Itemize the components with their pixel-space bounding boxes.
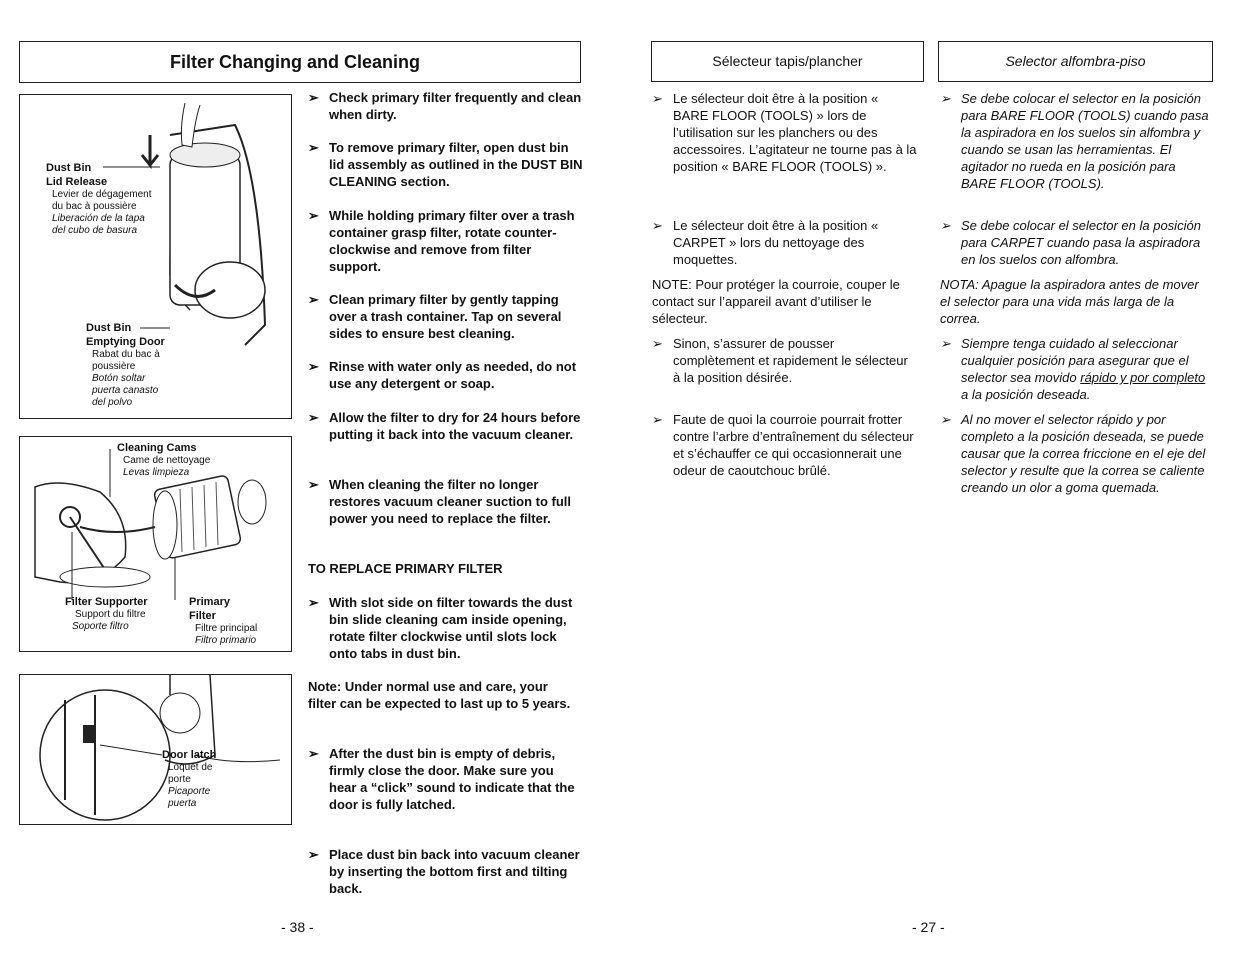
arrow-bullet-icon: ➢	[308, 847, 319, 862]
door-latch-illustration	[20, 675, 291, 824]
instruction-item: ➢ When cleaning the filter no longer restores vacuum cleaner suction to full power you need to replace the filter.	[308, 477, 572, 526]
arrow-bullet-icon: ➢	[652, 336, 663, 351]
arrow-bullet-icon: ➢	[308, 140, 319, 155]
spanish-item: ➢ Se debe colocar el selector en la posición para BARE FLOOR (TOOLS) cuando pasa la aspiradora en los suelos sin alfombra y cuando se usan las herramientas. El agitador no rueda en la posición para BARE FLOOR (TOOLS).	[940, 91, 1209, 191]
spanish-header-box	[938, 41, 1213, 82]
instruction-item: ➢ While holding primary filter over a trash container grasp filter, rotate counter-clockwise and remove from filter support.	[308, 208, 575, 274]
page-title: Filter Changing and Cleaning	[170, 52, 421, 72]
instruction-item: ➢ To remove primary filter, open dust bin lid assembly as outlined in the DUST BIN CLEANING section.	[308, 140, 583, 189]
arrow-bullet-icon: ➢	[652, 91, 663, 106]
spanish-item: ➢ Al no mover el selector rápido y por completo a la posición deseada, se puede causar que la correa friccione en el eje del selector y resulte que la correa se caliente creando un olor a goma quemada.	[940, 412, 1206, 495]
arrow-bullet-icon: ➢	[652, 412, 663, 427]
figure-dust-bin-lid	[19, 94, 292, 419]
instruction-item: ➢ Rinse with water only as needed, do not use any detergent or soap.	[308, 359, 577, 391]
arrow-bullet-icon: ➢	[308, 208, 319, 223]
instruction-item: ➢ Place dust bin back into vacuum cleaner by inserting the bottom first and tilting back.	[308, 847, 580, 896]
arrow-bullet-icon: ➢	[308, 292, 319, 307]
arrow-bullet-icon: ➢	[940, 218, 951, 233]
arrow-bullet-icon: ➢	[308, 746, 319, 761]
arrow-bullet-icon: ➢	[308, 90, 319, 105]
label-door-latch: Door latch Loquet de porte Picaporte puerta	[162, 749, 217, 809]
french-note: NOTE: Pour protéger la courroie, couper le contact sur l’appareil avant d’utiliser le sélecteur.	[652, 277, 900, 326]
instruction-item: ➢ After the dust bin is empty of debris, firmly close the door. Make sure you hear a “click” sound to indicate that the door is fully latched.	[308, 746, 575, 812]
french-item: ➢ Le sélecteur doit être à la position « BARE FLOOR (TOOLS) » lors de l’utilisation sur les planchers ou des accessoires. L’agitateur ne tourne pas à la position « BARE FLOOR (TOOLS) ».	[652, 91, 917, 174]
figure-primary-filter	[19, 436, 292, 652]
label-filter-supporter: Filter Supporter Support du filtre Soporte filtro	[65, 596, 148, 632]
label-dust-bin-emptying-door: Dust Bin Emptying Door Rabat du bac à poussière Botón soltar puerta canasto del polvo	[86, 322, 165, 408]
spanish-item: ➢ Siempre tenga cuidado al seleccionar cualquier posición para asegurar que el selector sea movido rápido y por completo a la posición deseada.	[940, 336, 1206, 402]
french-item: ➢ Le sélecteur doit être à la position « CARPET » lors du nettoyage des moquettes.	[652, 218, 879, 267]
arrow-bullet-icon: ➢	[308, 477, 319, 492]
french-item: ➢ Sinon, s’assurer de pousser complètement et rapidement le sélecteur à la position désirée.	[652, 336, 908, 385]
arrow-bullet-icon: ➢	[652, 218, 663, 233]
french-header-box	[651, 41, 924, 82]
french-header: Sélecteur tapis/plancher	[712, 53, 863, 69]
page-number-left: - 38 -	[281, 919, 314, 935]
spanish-item: ➢ Se debe colocar el selector en la posición para CARPET cuando pasa la aspiradora en los suelos con alfombra.	[940, 218, 1201, 267]
instruction-item: ➢ Allow the filter to dry for 24 hours before putting it back into the vacuum cleaner.	[308, 410, 581, 442]
label-dust-bin-lid-release: Dust Bin Lid Release Levier de dégagement du bac à poussière Liberación de la tapa del cubo de basura	[46, 162, 152, 236]
instruction-item: ➢ Clean primary filter by gently tapping over a trash container. Tap on several sides to ensure best cleaning.	[308, 292, 562, 341]
arrow-bullet-icon: ➢	[940, 336, 951, 351]
instruction-item: ➢ Check primary filter frequently and clean when dirty.	[308, 90, 582, 122]
label-cleaning-cams: Cleaning Cams Came de nettoyage Levas limpieza	[117, 442, 211, 478]
arrow-bullet-icon: ➢	[308, 410, 319, 425]
underlined-emphasis: rápido y por completo	[1080, 370, 1206, 385]
french-item: ➢ Faute de quoi la courroie pourrait frotter contre l’arbre d’entraînement du sélecteur et s’échauffer ce qui occasionnerait une odeur de caoutchouc brûlé.	[652, 412, 914, 478]
arrow-bullet-icon: ➢	[940, 91, 951, 106]
arrow-bullet-icon: ➢	[308, 595, 319, 610]
figure-door-latch	[19, 674, 292, 825]
arrow-bullet-icon: ➢	[940, 412, 951, 427]
replace-filter-heading: TO REPLACE PRIMARY FILTER	[308, 561, 503, 576]
label-primary-filter: Primary Filter Filtre principal Filtro primario	[189, 596, 258, 646]
spanish-note: NOTA: Apague la aspiradora antes de mover el selector para una vida más larga de la correa.	[940, 277, 1199, 326]
instruction-item: ➢ With slot side on filter towards the dust bin slide cleaning cam inside opening, rotate filter clockwise until slots lock onto tabs in dust bin.	[308, 595, 573, 661]
spanish-header: Selector alfombra-piso	[1005, 53, 1146, 69]
filter-life-note: Note: Under normal use and care, your filter can be expected to last up to 5 years.	[308, 679, 571, 711]
page-number-right: - 27 -	[912, 919, 945, 935]
arrow-bullet-icon: ➢	[308, 359, 319, 374]
section-title-box	[19, 41, 581, 83]
